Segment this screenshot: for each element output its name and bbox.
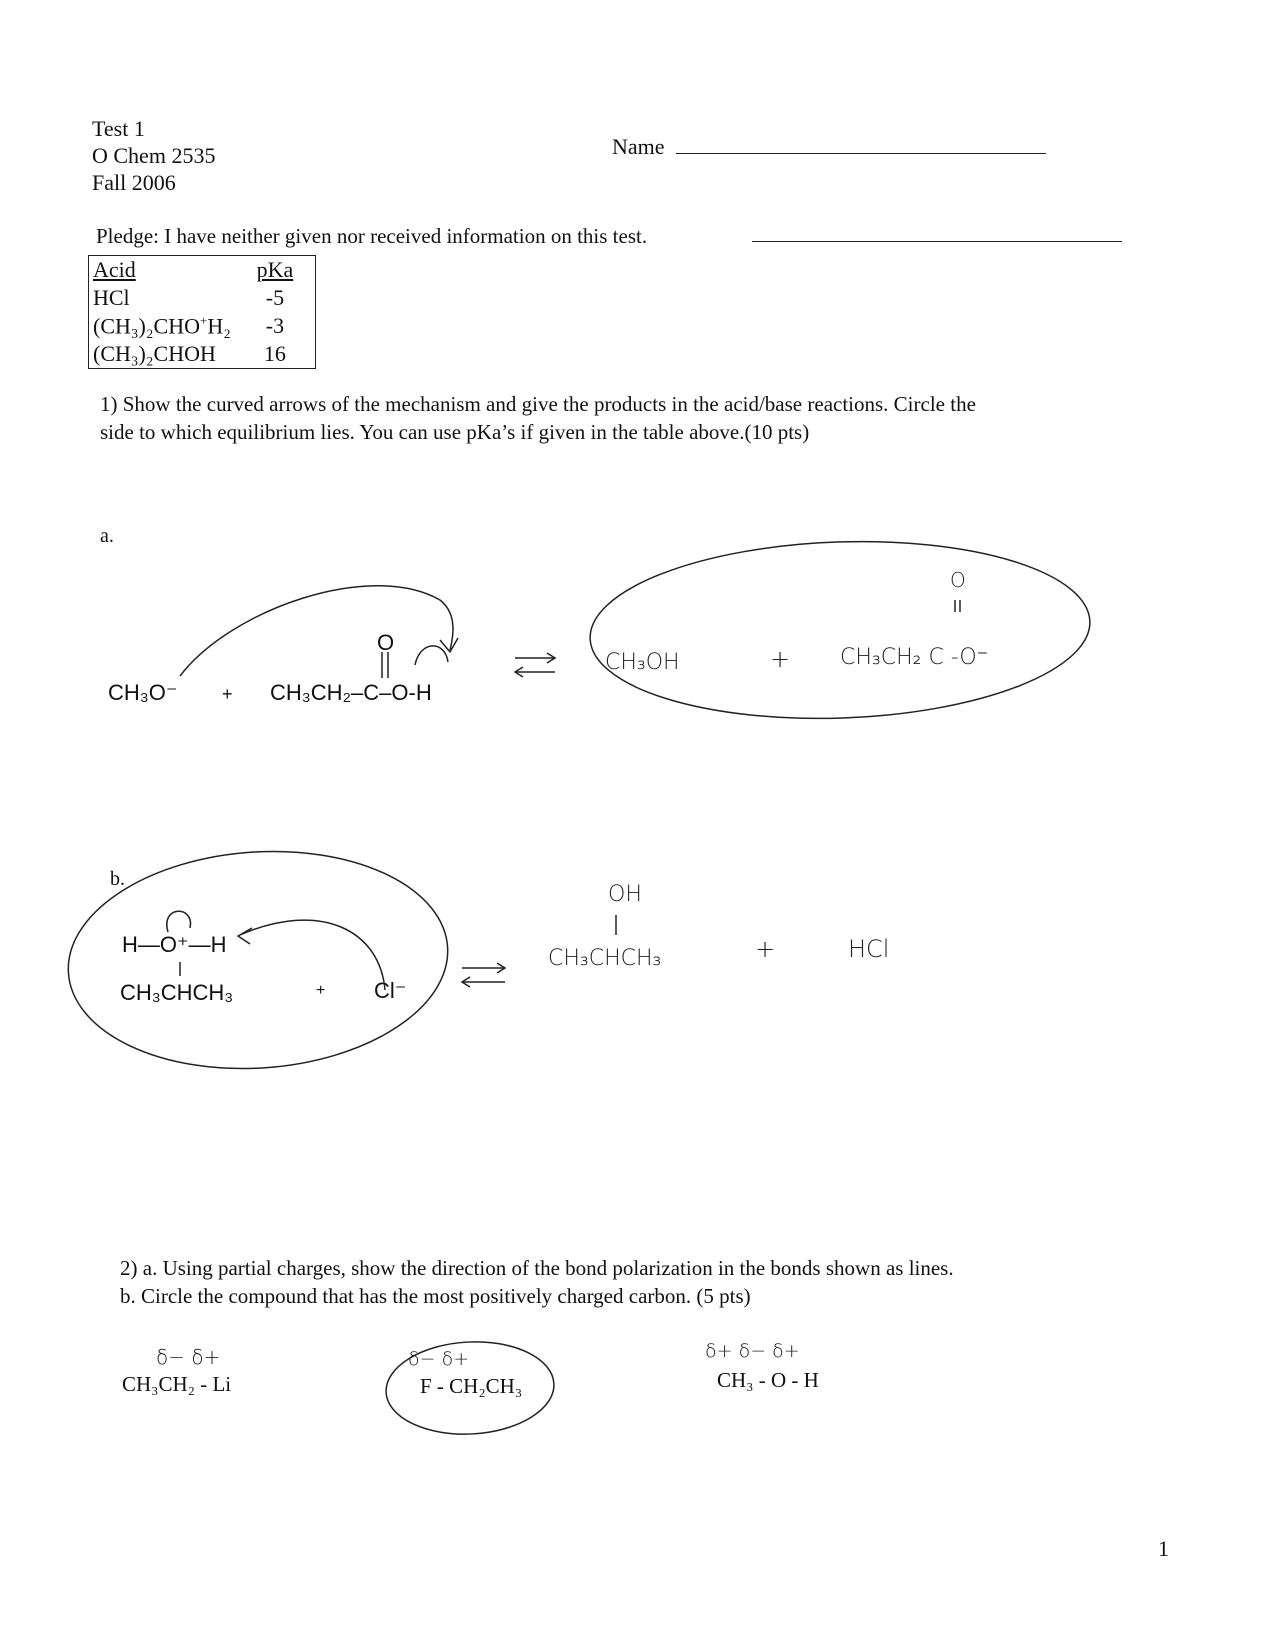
equilibrium-circle [587, 533, 1093, 726]
product-carbonyl-oxygen: O [950, 568, 966, 592]
product-propanoate: CH₃CH₂ C -O⁻ [840, 645, 989, 670]
acid-column-header: Acid [93, 257, 136, 282]
acid-cell [89, 312, 241, 340]
compound-methanol: CH₃ - O - H [717, 1368, 819, 1392]
acid-formula-tail: H₂ [207, 313, 231, 339]
q2-text-line2: b. Circle the compound that has the most positively charged carbon. (5 pts) [120, 1284, 751, 1308]
q1-text-line2: side to which equilibrium lies. You can use pKa’s if given in the table above.(10 pts) [100, 420, 810, 444]
part-a-label: a. [100, 525, 114, 547]
partial-charges-3: δ+ δ− δ+ [705, 1340, 800, 1362]
course-label: O Chem 2535 [92, 143, 216, 168]
product-methanol: CH₃OH [605, 650, 680, 675]
protonated-alcohol-top: H—O⁺—H [122, 932, 227, 957]
methoxide-reactant: CH₃O⁻ [108, 680, 178, 705]
partial-charges-2: δ− δ+ [408, 1348, 470, 1370]
chloride-reactant: Cl⁻ [374, 978, 407, 1003]
term-label: Fall 2006 [92, 170, 176, 195]
acid-cell: (CH₃)₂CHOH [93, 341, 216, 366]
test-title: Test 1 [92, 116, 145, 141]
table-row [89, 340, 316, 369]
pka-cell: -5 [265, 285, 285, 310]
product-plus: + [755, 935, 776, 963]
part-b-label: b. [110, 868, 125, 890]
q1-text-line1: 1) Show the curved arrows of the mechanism and give the products in the acid/base reactions. Circle the [100, 392, 976, 416]
pka-cell: -3 [265, 313, 285, 338]
product-isopropanol: CH₃CHCH₃ [548, 946, 662, 971]
product-hcl: HCl [848, 935, 890, 963]
acid-formula: (CH₃)₂CHO [93, 313, 201, 339]
name-line[interactable] [676, 153, 1046, 154]
table-header-row [89, 256, 316, 285]
propanoic-acid-reactant: CH₃CH₂–C–O-H [270, 680, 432, 705]
compound-ethyllithium: CH₃CH₂ - Li [122, 1372, 232, 1396]
pka-cell: 16 [263, 341, 286, 366]
charge-superscript: + [200, 312, 208, 328]
pledge-text: Pledge: I have neither given nor received information on this test. [96, 224, 648, 248]
q2-text-line1: 2) a. Using partial charges, show the direction of the bond polarization in the bonds shown as lines. [120, 1256, 954, 1280]
curved-arrow-icon [167, 911, 191, 932]
plus-sign: + [316, 982, 326, 999]
carbonyl-oxygen: O [377, 630, 395, 655]
acid-cell: HCl [93, 285, 130, 310]
arrowhead-icon [440, 638, 458, 652]
pka-table [88, 255, 316, 369]
name-label: Name [612, 134, 665, 159]
compound-fluoroethane: F - CH₂CH₃ [420, 1374, 523, 1398]
pka-column-header: pKa [256, 257, 294, 282]
table-row [89, 284, 316, 312]
curved-arrow-icon [415, 646, 448, 665]
arrowhead-icon [238, 928, 252, 944]
partial-charges-1: δ− δ+ [156, 1345, 221, 1369]
page-number: 1 [1158, 1536, 1169, 1561]
pledge-signature-line[interactable] [752, 241, 1122, 242]
plus-sign: + [222, 684, 233, 704]
product-plus: + [770, 645, 791, 673]
curved-arrow-icon [180, 586, 453, 676]
table-row [89, 312, 316, 340]
protonated-alcohol-chain: CH₃CHCH₃ [120, 980, 234, 1005]
product-oh-group: OH [608, 882, 642, 907]
curved-arrow-icon [240, 920, 385, 990]
